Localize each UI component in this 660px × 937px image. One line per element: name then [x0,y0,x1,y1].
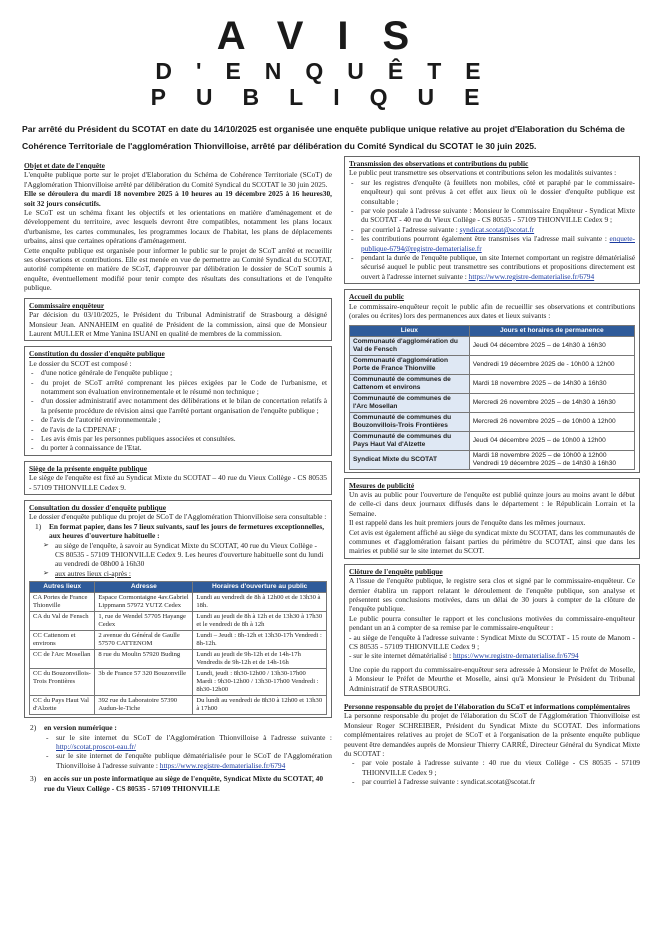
section-heading-objet: Objet et date de l'enquête [24,161,105,170]
list-item [349,234,635,253]
list-item: - du porter à connaissance de l'Etat. [29,443,327,452]
publicite-p2: Il est rappelé dans les huit premiers jours de l'enquête dans les mêmes journaux. [349,518,586,528]
list-item: - par voie postale à l'adresse suivante : Monsieur le Commissaire Enquêteur - Syndicat Mixte du SCOTAT - 40 rue du Vieux Collège - CS 80535 - 57109 THIONVILLE Cedex 9 ; [349,206,635,225]
table-cell: 8 rue du Moulin 57920 Buding [95,650,193,669]
table-cell: Lundi, jeudi : 8h30-12h00 / 13h30-17h00 Mardi : 9h30-12h00 / 13h30-17h00 Vendredi : 8h30-12h00 [193,669,327,696]
table-cell: Lundi – Jeudi : 8h-12h et 13h30-17h Vendredi : 8h-12h. [193,631,327,650]
objet-p3: Le SCoT est un schéma fixant les objectifs et les orientations en matière d'aménagement et de développement du territoire, avec lesquels devront être compatibles, notamment les plans locaux d'urbanisme, les cartes communales, les programmes locaux de l'habitat, les plans de déplacements urbains, ainsi que certaines opérations d'aménagement. [24,208,332,246]
table-row [30,631,327,650]
table-header: Adresse [95,582,193,593]
table-cell: Mardi 18 novembre 2025 – de 10h00 à 12h00 Vendredi 19 décembre 2025 – de 14h30 à 16h30 [469,450,634,469]
cloture-box [344,564,640,696]
list-item-text: sur le site internet de l'enquête publique dématérialisée pour le SCoT de l'Agglomération Thionvilloise à l'adresse suivante : [56,751,332,770]
table-cell: CC Cattenom et environs [30,631,95,650]
table-cell: 2 avenue du Général de Gaulle 57570 CATTENOM [95,631,193,650]
transmission-intro: Le public peut transmettre ses observations et contributions selon les modalités suivantes : [349,168,617,178]
list-item-text: par courriel à l'adresse suivante : [361,224,460,234]
list-item: - d'une notice générale de l'enquête publique ; [29,368,327,377]
table-cell: Du lundi au vendredi de 8h30 à 12h00 et 13h30 à 17h00 [193,696,327,715]
table-row [30,696,327,715]
section-heading-transmission: Transmission des observations et contributions du public [349,159,529,168]
section-heading-siege: Siège de la présente enquête publique [29,463,148,473]
table-row [350,431,635,450]
responsable-p1: La personne responsable du projet de l'élaboration du SCoT de l'Agglomération Thionvilloise est Monsieur Roger SCHREIBER, Président du Syndicat Mixte du SCOTAT. Des informations complémentaires relatives au projet de SCoT et à l'organisation de la présente enquête publique peuvent être demandées auprès de Monsieur Thierry CARRÉ, Directeur Général du Syndicat Mixte du SCOTAT : [344,711,640,759]
constitution-intro: Le dossier du SCOT est composé : [29,358,132,368]
objet-p4: Cette enquête publique est organisée pour informer le public sur le projet de SCoT arrêté et recueillir ses observations et contributions. Elle est menée en vue de permettre au Comité Syndical du SCOTAT, autorité compétente en matière de SCoT, d'approuver par délibération le dossier de SCoT soumis à enquête, éventuellement modifié pour tenir compte des résultats des consultations et de l'enquête publique. [24,245,332,293]
list-item: - sur les registres d'enquête (à feuillets non mobiles, côté et paraphé par le commissaire-enquêteur) qui sont prévus à cet effet aux lieux où le dossier d'enquête publique est consultable ; [349,178,635,206]
email-link[interactable]: syndicat.scotat@scotat.fr [459,224,535,234]
list-item: - de l'avis de la CDPENAF ; [29,425,327,434]
cloture-p1: A l'issue de l'enquête publique, le registre sera clos et signé par le commissaire-enquêteur. Ce dernier établira un rapport relatant le déroulement de l'enquête publique, son analyse et présentent ses conclusions motivées, dans un délai de 30 jours à compter de la clôture de l'enquête publique. [349,576,635,614]
table-row [30,650,327,669]
table-header: Autres lieux [30,582,95,593]
transmission-box [344,156,640,284]
scot-website-link[interactable]: http://scotat.proscot-eau.fr/ [56,742,137,752]
table-cell: 3b de France 57 320 Bouzonville [95,669,193,696]
table-cell: Espace Cormontaigne 4av.Gabriel Lippmann 57972 YUTZ Cedex [95,593,193,612]
objet-p1: L'enquête publique porte sur le projet d'Elaboration du Schéma de Cohérence Territoriale (SCoT) de l'Agglomération Thionvilloise arrêté par délibération du Comité Syndical du SCOTAT le 30 juin 2025. [24,170,332,189]
table-cell: CA Portes de France Thionville [30,593,95,612]
publicite-p1: Un avis au public pour l'ouverture de l'enquête est publié quinze jours au moins avant le début de celle-ci dans deux journaux diffusés dans le département : le Républicain Lorrain et la Semaine. [349,489,635,518]
list-item: - par voie postale à l'adresse suivante : 40 rue du vieux Collège - CS 80535 - 57109 THIONVILLE Cedex 9 ; [350,758,640,777]
section-heading-commissaire: Commissaire enquêteur [29,300,105,310]
table-row [350,393,635,412]
item-number: 3) [30,774,37,784]
publicite-box [344,478,640,559]
table-row [350,374,635,393]
table-row [30,669,327,696]
consultation-intro: Le dossier d'enquête publique du projet de SCoT de l'Agglomération Thionvilloise sera consultable : [29,512,327,522]
consultation-arrow-1: ➢ au siège de l'enquête, à savoir au Syndicat Mixte du SCOTAT, 40 rue du Vieux Collège - CS 80535 - 57109 THIONVILLE Cedex 9. Les heures d'ouverture habituelle sont du lundi au vendredi de 08h00 à 16h30 [41,541,327,569]
title-publique: PUBLIQUE [150,84,510,110]
section-heading-publicite: Mesures de publicité [349,480,415,490]
table-cell: Mardi 18 novembre 2025 – de 14h30 à 16h30 [469,374,634,393]
accueil-intro: Le commissaire-enquêteur reçoit le public afin de recueillir ses observations et contributions (orales ou écrites) lors des permanences aux dates et lieux suivants : [349,301,635,321]
table-cell: CC du Bouzonvillois-Trois Frontières [30,669,95,696]
table-cell: CC de l'Arc Mosellan [30,650,95,669]
table-cell: 392 rue du Laboratoire 57390 Audun-le-Tiche [95,696,193,715]
objet-p2: Elle se déroulera du mardi 18 novembre 2025 à 10 heures au 19 décembre 2025 à 16 heures30, soit 32 jours consécutifs. [24,189,332,208]
consultation-item-2 [24,723,332,732]
table-cell: Jeudi 04 décembre 2025 – de 14h30 à 16h30 [469,336,634,355]
table-cell: Syndicat Mixte du SCOTAT [350,450,470,469]
list-item: - de l'avis de l'autorité environnementale ; [29,415,327,424]
item-number: 2) [30,723,37,733]
constitution-box [24,346,332,455]
item-1-text: En format papier, dans les 7 lieux suivants, sauf les jours de fermetures exceptionnelles, aux heures d'ouverture habituelle : [49,521,325,541]
left-column [24,156,332,793]
section-heading-cloture: Clôture de l'enquête publique [349,566,443,576]
consultation-arrow-2: ➢ aux autres lieux ci-après : [41,569,327,578]
siege-box [24,461,332,495]
section-heading-responsable: Personne responsable du projet de l'élaboration du SCoT et informations complémentaires [344,702,631,712]
list-item [44,751,332,770]
table-cell: Communauté de communes du Bouzonvillois-Trois Frontières [350,412,470,431]
siege-p1: Le siège de l'enquête est fixé au Syndicat Mixte du SCOTAT – 40 rue du Vieux Collège - CS 80535 - 57109 THIONVILLE Cedex 9. [29,473,327,492]
table-row [350,336,635,355]
list-item [349,225,635,234]
section-heading-consultation: Consultation du dossier d'enquête publique [29,503,167,512]
title-avis: AVIS [216,14,444,58]
table-cell: Vendredi 19 décembre 2025 de - 10h00 à 12h00 [469,355,634,374]
list-item: - d'un dossier administratif avec notamment des délibérations et le bilan de concertation relatifs à la présente procédure de révision ainsi que l'arrêté portant organisation de l'enquête publique ; [29,396,327,415]
table-cell: Communauté d'agglomération Porte de France Thionville [350,355,470,374]
cloture-p4-text: - sur le site internet dématérialisé : [349,651,454,661]
cloture-p3: - au siège de l'enquête à l'adresse suivante : Syndicat Mixte du SCOTAT - 15 route de Manom - CS 80535 - 57109 THIONVILLE Cedex 9 ; [349,632,635,651]
table-header: Jours et horaires de permanence [469,325,634,336]
list-item: - Les avis émis par les personnes publiques associées et consultées. [29,434,327,443]
list-item: - par courriel à l'adresse suivante : syndicat.scotat@scotat.fr [350,777,640,786]
intro-paragraph: Par arrêté du Président du SCOTAT en date du 14/10/2025 est organisée une enquête publique unique relative au projet d'Elaboration du Schéma de Cohérence Territoriale de l'agglomération Thionvilloise, arrêté par délibération du Comité Syndical du SCOTAT le 30 juin 2025. [22,124,625,151]
table-cell: Lundi au jeudi de 9h-12h et de 14h-17h Vendredis de 9h-12h et de 14h-16h [193,650,327,669]
table-cell: Mercredi 26 novembre 2025 – de 14h30 à 16h30 [469,393,634,412]
table-cell: Communauté de communes du Pays Haut Val d'Alzette [350,431,470,450]
list-item-text: pendant la durée de l'enquête publique, un site Internet comportant un registre dématérialisé sécurisé auquel le public peut transmettre ses contributions et propositions directement est ouvert à l'adresse internet suivante : [361,253,635,281]
table-row [30,612,327,631]
permanences-table [349,325,635,470]
table-cell: Communauté d'agglomération du Val de Fensch [350,336,470,355]
list-item-text: sur le site internet du SCoT de l'Agglomération Thionvilloise à l'adresse suivante : [56,732,332,742]
table-row [350,412,635,431]
table-cell: CC du Pays Haut Val d'Alzette [30,696,95,715]
email-link[interactable]: enquete-publique-6794@registre-dematerialise.fr [361,234,635,253]
consultation-box [24,500,332,718]
other-places-table [29,581,327,715]
table-header: Horaires d'ouverture au public [193,582,327,593]
table-cell: CA du Val de Fensch [30,612,95,631]
table-header: Lieux [350,325,470,336]
table-row [30,593,327,612]
section-heading-constitution: Constitution du dossier d'enquête publique [29,349,165,359]
registre-link[interactable]: https://www.registre-dematerialise.fr/6794 [453,651,579,661]
table-cell: Lundi au jeudi de 8h à 12h et de 13h30 à 17h30 et le vendredi de 8h à 12h [193,612,327,631]
item-3-text: en accès sur un poste informatique au siège de l'enquête, Syndicat Mixte du SCOTAT, 40 rue du Vieux Collège - CS 80535 - 57109 THIONVILLE [44,774,324,793]
consultation-item-3 [24,774,332,793]
cloture-p4 [349,651,635,660]
list-item [349,253,635,281]
accueil-box [344,289,640,472]
list-item-text: les contributions pourront également être transmises via l'adresse mail suivante : [361,234,610,244]
consultation-item-1 [29,522,327,541]
registre-link[interactable]: https://www.registre-dematerialise.fr/6794 [159,760,286,770]
commissaire-box [24,298,332,342]
table-cell: Mercredi 26 novembre 2025 – de 10h00 à 12h00 [469,412,634,431]
registre-link[interactable]: https://www.registre-dematerialise.fr/6794 [468,271,595,281]
right-column [344,156,640,787]
cloture-p5: Une copie du rapport du commissaire-enquêteur sera adressée à Monsieur le Préfet de Moselle, à Monsieur le Préfet de Meurthe et Moselle, ainsi qu'à Monsieur le Président du Tribunal Administratif de STRASBOURG. [349,664,635,693]
item-2-heading: en version numérique : [44,723,117,733]
commissaire-p1: Par décision du 03/10/2025, le Président du Tribunal Administratif de Strasbourg a désigné Monsieur Jean. ANNAHEIM en qualité de Président de la commission, ainsi que de Monsieur Laurent MULLER et Mme Yanina ISUANI en qualité de membres de la commission. [29,310,327,338]
table-cell: Lundi au vendredi de 8h à 12h00 et de 13h30 à 18h. [193,593,327,612]
item-number: 1) [35,521,42,531]
table-cell: Communauté de communes de Cattenom et environs [350,374,470,393]
table-row [350,450,635,469]
table-row [350,355,635,374]
publicite-p3: Cet avis est également affiché au siège du syndicat mixte du SCOTAT, dans les communautés de communes et d'agglomération faisant parties du périmètre du SCOTAT, ainsi que dans les mairies et publié sur le site internet du SCOT. [349,527,635,556]
list-item [44,733,332,752]
title-enquete: D'ENQUÊTE [155,58,505,84]
table-cell: Communauté de communes de l'Arc Mosellan [350,393,470,412]
table-cell: 1, rue de Wendel 57705 Hayange Cedex [95,612,193,631]
table-cell: Jeudi 04 décembre 2025 – de 10h00 à 12h00 [469,431,634,450]
cloture-p2: Le public pourra consulter le rapport et les conclusions motivées du commissaire-enquêteur pendant un an à compter de sa remise par le commissaire-enquêteur : [349,613,635,633]
list-item: - du projet de SCoT arrêté comprenant les pièces exigées par le Code de l'urbanisme, et notamment son évaluation environnementale et le résumé non technique ; [29,378,327,397]
section-heading-accueil: Accueil du public [349,292,405,302]
